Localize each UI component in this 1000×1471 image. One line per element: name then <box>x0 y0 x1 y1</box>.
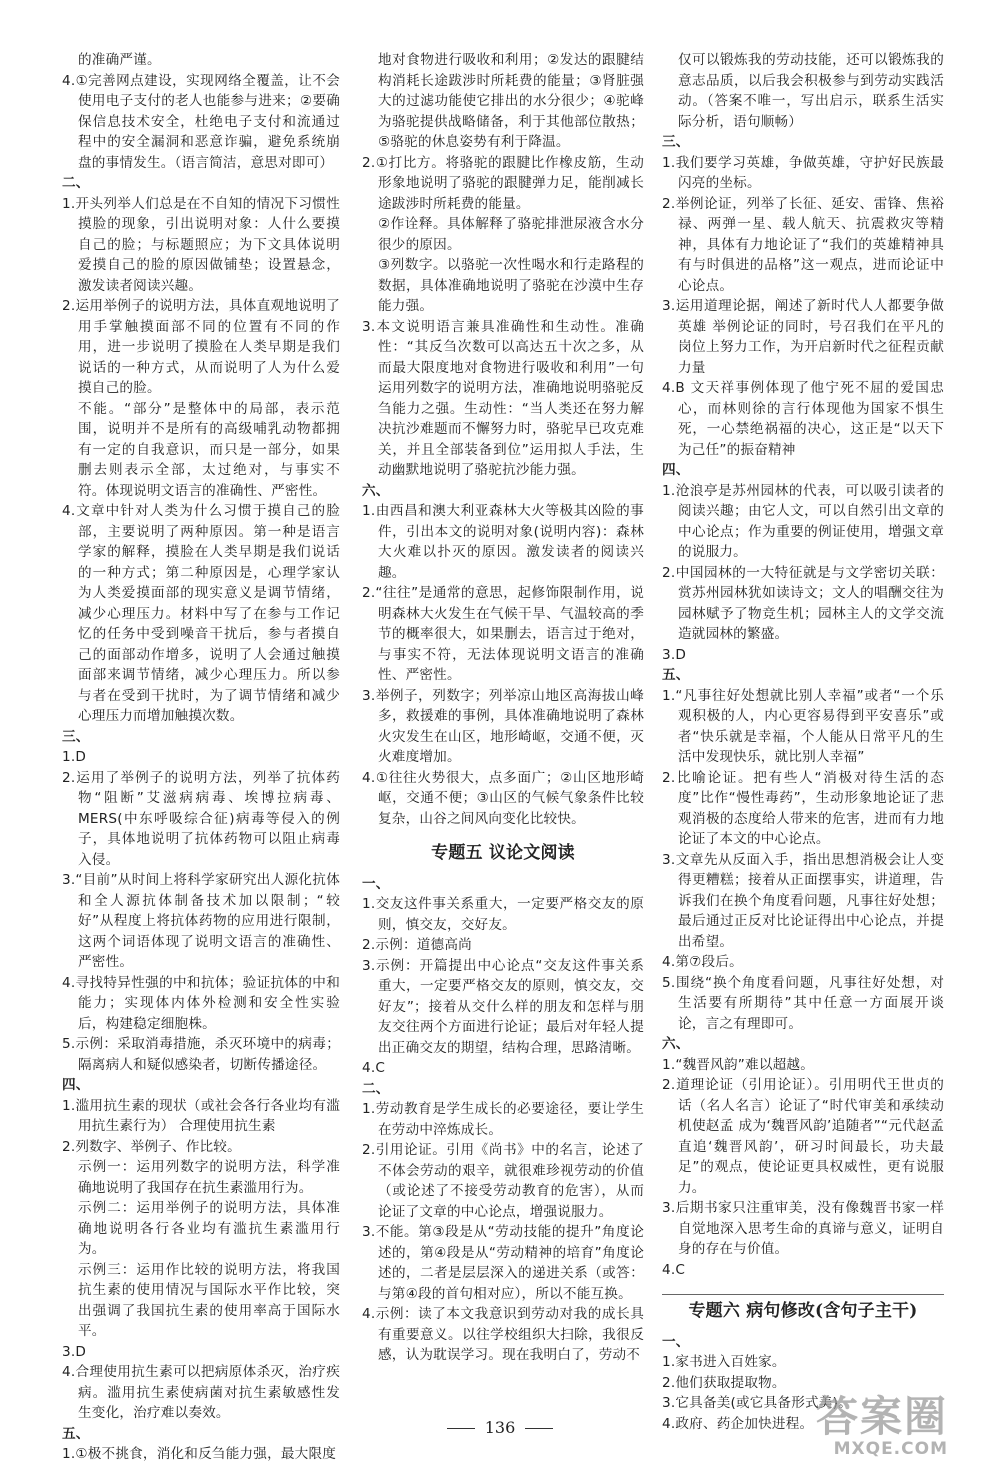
section-heading: 六、 <box>662 1036 690 1052</box>
answer-item: 4.C <box>662 1261 686 1278</box>
answer-item: 4.①往往火势很大，点多面广；②山区地形崎岖，交通不便；③山区的气候气象条件比较复杂，山谷之间风向变化比较快。 <box>362 769 644 827</box>
answer-item: 1.沧浪亭是苏州园林的代表，可以吸引读者的阅读兴趣；由它人文，可以自然引出文章的中心论点；作为重要的例证使用，增强文章的说服力。 <box>662 482 944 560</box>
answer-continuation: 示例三：运用作比较的说明方法，将我国抗生素的使用情况与国际水平作比较，突出强调了我国抗生素的使用率高于国际水平。 <box>78 1261 340 1339</box>
section-heading: 二、 <box>362 1080 390 1097</box>
topic-title: 专题六 病句修改(含句子主干) <box>662 1294 944 1322</box>
topic-title: 专题五 议论文阅读 <box>431 843 575 863</box>
answer-continuation: 不能。“部分”是整体中的局部，表示范围，说明并不是所有的高级哺乳动物都拥有一定的自我意识，而只是一部分，如果删去则表示全部，太过绝对，与事实不符。体现说明文语言的准确性、严密性。 <box>78 400 340 499</box>
answer-item: 2.道理论证（引用论证）。引用明代王世贞的话（名人名言）论证了“时代审美和承续动机使赵孟 成为‘魏晋风韵’追随者”“元代赵孟 直追‘魏晋风韵’，研习时间最长，功夫最足”的观点，使论证更具权威性，更有说服力。 <box>662 1077 944 1196</box>
answer-item: 1.交友这件事关系重大，一定要严格交友的原则，慎交友，交好友。 <box>362 896 644 933</box>
answer-item: 3.示例：开篇提出中心论点“交友这件事关系重大，一定要严格交友的原则，慎交友，交好友”；接着从交什么样的朋友和怎样与朋友交往两个方面进行论证；最后对年轻人提出正确交友的期望，结构合理，思路清晰。 <box>362 957 644 1056</box>
answer-item: 3.本文说明语言兼具准确性和生动性。准确性：“其反刍次数可以高达五十次之多，从而最大限度地对食物进行吸收和利用”一句运用列数字的说明方法，准确地说明骆驼反刍能力之强。生动性：“当人类还在努力解决抗沙难题而不懈努力时，骆驼早已攻克难关，并且全部装备到位”运用拟人手法，生动幽默地说明了骆驼抗沙能力强。 <box>362 318 644 478</box>
answer-item: 2.中国园林的一大特征就是与文学密切关联：赏苏州园林犹如读诗文；文人的唱酬交往为园林赋予了物竞生机；园林主人的文学交流造就园林的繁盛。 <box>662 564 944 642</box>
section-heading: 一、 <box>362 875 390 892</box>
answer-item: 3.举例子，列数字；列举凉山地区高海拔山峰多，救援难的事例，具体准确地说明了森林火灾发生在山区，地形崎岖，交通不便，灭火难度增加。 <box>362 687 644 765</box>
answer-item: 2.“往往”是通常的意思，起修饰限制作用，说明森林大火发生在气候干旱、气温较高的季节的概率很大，如果删去，语言过于绝对，与事实不符，无法体现说明文语言的准确性、严密性。 <box>362 585 644 683</box>
answer-item: 2.举例论证，列举了长征、延安、雷锋、焦裕禄、两弹一星、载人航天、抗震救灾等精神，具体有力地论证了“我们的英雄精神具有与时俱进的品格”这一观点，进而论证中心论点。 <box>662 195 944 294</box>
answer-item: 4.文章中针对人类为什么习惯于摸自己的脸部，主要说明了两种原因。第一种是语言学家的解释，摸脸在人类早期是我们说话的一种方式；第二种原因是，心理学家认为人类爱摸面部的现实意义是调节情绪，减少心理压力。材料中写了在参与工作记忆的任务中受到噪音干扰后，参与者摸自己的面部动作增多，说明了人会通过触摸面部来调节情绪，减少心理压力。所以参与者在受到干扰时，为了调节情绪和减少心理压力而增加触摸次数。 <box>62 503 340 724</box>
answer-item: 4.示例：读了本文我意识到劳动对我的成长具有重要意义。以往学校组织大扫除，我很反感，认为耽误学习。现在我明白了，劳动不 <box>362 1306 644 1363</box>
answer-item: 3.D <box>62 1343 87 1360</box>
answer-item: 1.开头列举人们总是在不自知的情况下习惯性摸脸的现象，引出说明对象：人什么要摸自己的脸；与标题照应；为下文具体说明爱摸自己的脸的原因做铺垫；设置悬念，激发读者阅读兴趣。 <box>62 195 340 294</box>
answer-continuation: 仅可以锻炼我的劳动技能，还可以锻炼我的意志品质，以后我会积极参与到劳动实践活动。（答案不唯一，写出启示，联系生活实际分析，语句顺畅） <box>678 52 944 130</box>
answer-item: 3.文章先从反面入手，指出思想消极会让人变得更糟糕；接着从正面摆事实，讲道理，告诉我们在换个角度看问题，凡事往好处想；最后通过正反对比论证得出中心论点，并提出希望。 <box>662 851 944 950</box>
page-number-text: 136 <box>484 1418 516 1437</box>
answer-item: 5.围绕“换个角度看问题，凡事往好处想，对生活要有所期待”其中任意一方面展开谈论，言之有理即可。 <box>662 974 944 1032</box>
answer-item: 1.D <box>62 749 87 765</box>
answer-continuation: 示例二：运用举例子的说明方法，具体准确地说明各行各业均有滥抗生素滥用行为。 <box>78 1200 340 1257</box>
answer-item: 4.B 文天祥事例体现了他宁死不屈的爱国忠心，而林则徐的言行体现他为国家不惧生死，一心禁绝祸福的决心，这正是“以天下为己任”的振奋精神 <box>662 380 944 458</box>
dash-left <box>447 1428 475 1429</box>
answer-item: 4.①完善网点建设，实现网络全覆盖，让不会使用电子支付的老人也能参与进来；②要确保信息技术安全，杜绝电子支付和流通过程中的安全漏洞和恶意诈骗，避免系统崩盘的事情发生。（语言简洁，意思对即可） <box>62 72 340 171</box>
answer-item: 4.C <box>362 1060 386 1076</box>
section-heading: 四、 <box>62 1077 90 1093</box>
watermark-title: 答案圈 <box>815 1392 948 1441</box>
section-heading: 三、 <box>662 134 690 150</box>
answer-item: 2.①打比方。将骆驼的跟腱比作橡皮筋，生动形象地说明了骆驼的跟腱弹力足，能削减长途跋涉时所耗费的能量。 <box>362 154 644 212</box>
answer-item: 2.运用举例子的说明方法，具体直观地说明了用手掌触摸面部不同的位置有不同的作用，进一步说明了摸脸在人类早期是我们说话的一种方式，从而说明了人为什么爱摸自己的脸。 <box>62 298 340 396</box>
answer-item: 2.引用论证。引用《尚书》中的名言，论述了不体会劳动的艰辛，就很难珍视劳动的价值（或论述了不接受劳动教育的危害），从而论证了文章的中心论点，增强说服力。 <box>362 1142 644 1220</box>
column-left <box>62 50 340 1465</box>
answer-item: 3.运用道理论据，阐述了新时代人人都要争做英雄 举例论证的同时，号召我们在平凡的岗位上努力工作，为开启新时代之征程贡献力量 <box>662 298 944 376</box>
answer-item: 1.家书进入百姓家。 <box>662 1354 786 1370</box>
section-heading: 五、 <box>662 667 690 683</box>
section-heading: 三、 <box>62 728 90 745</box>
answer-item: 3.D <box>662 646 687 663</box>
answer-item: 2.示例：道德高尚 <box>362 937 472 953</box>
section-heading: 二、 <box>62 175 90 191</box>
answer-item: 3.不能。第③段是从“劳动技能的提升”角度论述的，第④段是从“劳动精神的培育”角度论述的，二者是层层深入的递进关系（或答：与第④段的首句相对应），所以不能互换。 <box>362 1224 644 1302</box>
answer-continuation: 地对食物进行吸收和利用；②发达的跟腱结构消耗长途跋涉时所耗费的能量；③肾脏强大的过滤功能使它排出的水分很少；④驼峰为骆驼提供战略储备，利于其他部位散热；⑤骆驼的休息姿势有利于降温。 <box>378 52 644 150</box>
answer-continuation: ②作诠释。具体解释了骆驼排泄尿液含水分很少的原因。 <box>378 216 644 253</box>
answer-item: 3.后期书家只注重审美，没有像魏晋书家一样自觉地深入思考生命的真谛与意义，证明自身的存在与价值。 <box>662 1200 944 1257</box>
dash-right <box>525 1428 553 1429</box>
answer-item: 1.“魏晋风韵”难以超越。 <box>662 1056 814 1073</box>
answer-item: 2.运用了举例子的说明方法，列举了抗体药物“阻断”艾滋病病毒、埃博拉病毒、MERS(中东呼吸综合征)病毒等侵入的例子，具体地说明了抗体药物可以阻止病毒入侵。 <box>62 769 340 868</box>
answer-item: 2.他们获取提取物。 <box>662 1374 786 1391</box>
watermark-logo <box>815 1392 948 1459</box>
answer-item: 1.“凡事往好处想就比别人幸福”或者“一个乐观积极的人，内心更容易得到平安喜乐”或者“快乐就是幸福，个人能从日常平凡的生活中发现快乐，就比别人幸福” <box>662 687 944 765</box>
watermark-url: MXQE.COM <box>833 1439 948 1459</box>
answer-continuation: 的准确严谨。 <box>78 52 161 68</box>
section-heading: 五、 <box>62 1425 90 1442</box>
answer-continuation: 示例一：运用列数字的说明方法，科学准确地说明了我国存在抗生素滥用行为。 <box>78 1159 340 1196</box>
answer-item: 3.“目前”从时间上将科学家研究出人源化抗体和全人源抗体制备技术加以限制；“较好”从程度上将抗体药物的应用进行限制，这两个词语体现了说明文语言的准确性、严密性。 <box>62 872 340 970</box>
answer-item: 1.①极不挑食，消化和反刍能力强，最大限度 <box>62 1446 337 1462</box>
answer-continuation: ③列数字。以骆驼一次性喝水和行走路程的数据，具体准确地说明了骆驼在沙漠中生存能力强。 <box>378 257 644 314</box>
column-middle <box>362 50 644 1366</box>
section-heading: 六、 <box>362 482 390 499</box>
answer-item: 4.寻找特异性强的中和抗体；验证抗体的中和能力；实现体内体外检测和安全性实验后，构建稳定细胞株。 <box>62 974 340 1032</box>
section-heading: 一、 <box>662 1333 690 1350</box>
answer-item: 1.劳动教育是学生成长的必要途径，要让学生在劳动中淬炼成长。 <box>362 1101 644 1138</box>
section-heading: 四、 <box>662 462 690 478</box>
answer-item: 2.列数字、举例子、作比较。 <box>62 1138 241 1155</box>
answer-item: 4.合理使用抗生素可以把病原体杀灭，治疗疾病。滥用抗生素使病菌对抗生素敏感性发生变化，治疗难以奏效。 <box>62 1364 340 1421</box>
answer-item: 1.由西昌和澳大利亚森林大火等极其凶险的事件，引出本文的说明对象(说明内容)：森林大火难以扑灭的原因。激发读者的阅读兴趣。 <box>362 503 644 581</box>
answer-item: 4.政府、药企加快进程。 <box>662 1415 814 1432</box>
answer-item: 3.它具备美(或它具备形式美)。 <box>662 1395 852 1411</box>
column-right <box>662 50 944 1434</box>
answer-item: 1.我们要学习英雄，争做英雄，守护好民族最闪亮的坐标。 <box>662 154 944 191</box>
answer-item: 2.比喻论证。把有些人“消极对待生活的态度”比作“慢性毒药”，生动形象地论证了悲观消极的态度给人带来的危害，进而有力地论证了本文的中心论点。 <box>662 769 944 847</box>
answer-item: 4.第⑦段后。 <box>662 954 743 970</box>
answer-item: 1.滥用抗生素的现状（或社会各行各业均有滥用抗生素行为） 合理使用抗生素 <box>62 1097 340 1134</box>
answer-item: 5.示例：采取消毒措施，杀灭环境中的病毒；隔离病人和疑似感染者，切断传播途径。 <box>62 1036 340 1073</box>
